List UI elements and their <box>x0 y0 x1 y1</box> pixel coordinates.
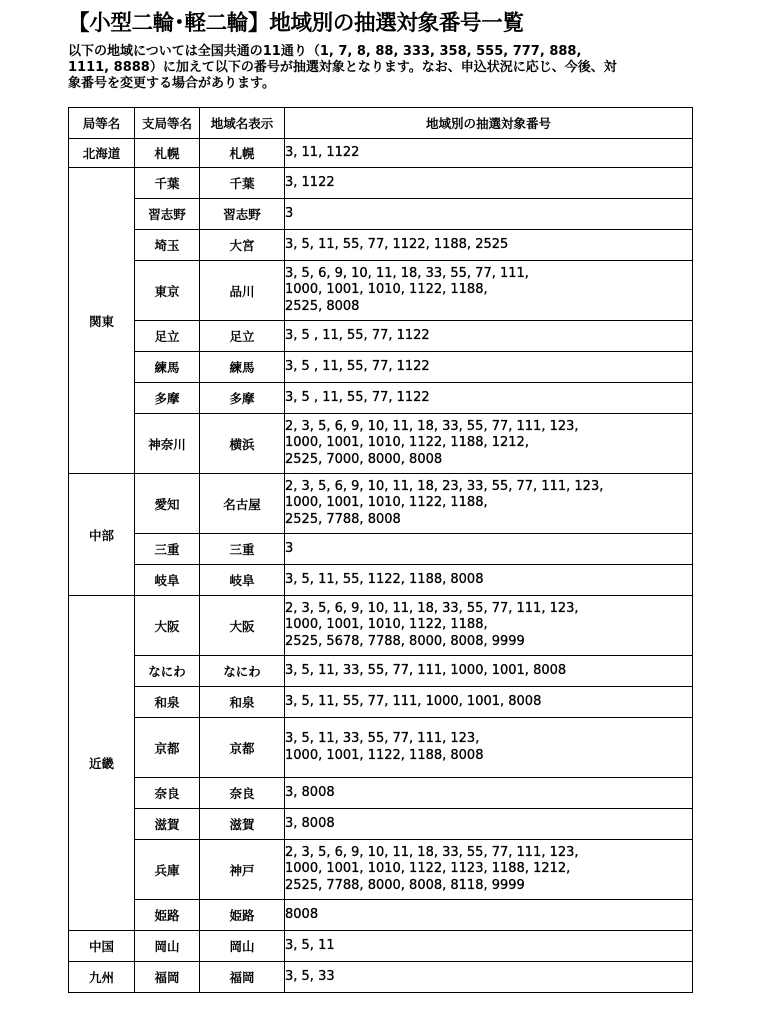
branch-cell: 京都 <box>135 718 200 778</box>
numbers-cell <box>285 383 693 414</box>
lottery-number-table <box>68 107 693 993</box>
numbers-line: 1000, 1001, 1122, 1188, 8008 <box>285 747 484 763</box>
numbers-line: 2525, 7788, 8000, 8008, 8118, 9999 <box>285 877 525 893</box>
header-bureau: 局等名 <box>69 108 135 139</box>
table-row <box>69 809 693 840</box>
branch-cell: 愛知 <box>135 474 200 534</box>
bureau-cell: 中部 <box>69 474 135 596</box>
numbers-line: 3, 5, 33 <box>285 968 335 984</box>
table-row <box>69 931 693 962</box>
numbers-line: 3, 11, 1122 <box>285 144 360 160</box>
numbers-line: 3, 5, 11, 55, 77, 1122, 1188, 2525 <box>285 236 509 252</box>
table-row <box>69 778 693 809</box>
branch-cell: 札幌 <box>135 139 200 168</box>
branch-cell: なにわ <box>135 656 200 687</box>
table-row <box>69 261 693 321</box>
numbers-line: 1000, 1001, 1010, 1122, 1188, <box>285 617 488 633</box>
region-cell: 名古屋 <box>200 474 285 534</box>
bureau-cell: 九州 <box>69 962 135 993</box>
bureau-cell: 中国 <box>69 931 135 962</box>
region-cell: 大宮 <box>200 230 285 261</box>
numbers-cell <box>285 596 693 656</box>
table-header-row <box>69 108 693 139</box>
region-cell: 福岡 <box>200 962 285 993</box>
numbers-cell <box>285 230 693 261</box>
numbers-line: 2525, 8008 <box>285 298 360 314</box>
numbers-cell <box>285 534 693 565</box>
table-row <box>69 840 693 900</box>
table-row <box>69 687 693 718</box>
numbers-cell <box>285 900 693 931</box>
region-cell: 横浜 <box>200 414 285 474</box>
page-title: 【小型二輪･軽二輪】地域別の抽選対象番号一覧 <box>68 11 524 36</box>
branch-cell: 岡山 <box>135 931 200 962</box>
numbers-cell <box>285 656 693 687</box>
branch-cell: 習志野 <box>135 199 200 230</box>
branch-cell: 東京 <box>135 261 200 321</box>
table-body <box>69 139 693 993</box>
numbers-line: 3 <box>285 540 294 556</box>
branch-cell: 練馬 <box>135 352 200 383</box>
region-cell: 京都 <box>200 718 285 778</box>
table-row <box>69 565 693 596</box>
table-row <box>69 962 693 993</box>
region-cell: 千葉 <box>200 168 285 199</box>
numbers-line: 2525, 7788, 8008 <box>285 511 401 527</box>
region-cell: 三重 <box>200 534 285 565</box>
branch-cell: 多摩 <box>135 383 200 414</box>
numbers-cell <box>285 139 693 168</box>
branch-cell: 三重 <box>135 534 200 565</box>
numbers-line: 2, 3, 5, 6, 9, 10, 11, 18, 33, 55, 77, 111, 123, <box>285 844 579 860</box>
table-row <box>69 596 693 656</box>
numbers-line: 3, 5, 11, 55, 1122, 1188, 8008 <box>285 571 484 587</box>
branch-cell: 岐阜 <box>135 565 200 596</box>
numbers-cell <box>285 840 693 900</box>
branch-cell: 姫路 <box>135 900 200 931</box>
branch-cell: 神奈川 <box>135 414 200 474</box>
table-row <box>69 199 693 230</box>
numbers-cell <box>285 474 693 534</box>
region-cell: 神戸 <box>200 840 285 900</box>
table-row <box>69 900 693 931</box>
numbers-cell <box>285 778 693 809</box>
region-cell: 和泉 <box>200 687 285 718</box>
numbers-cell <box>285 565 693 596</box>
region-cell: 札幌 <box>200 139 285 168</box>
branch-cell: 埼玉 <box>135 230 200 261</box>
region-cell: 岡山 <box>200 931 285 962</box>
table-row <box>69 414 693 474</box>
numbers-cell <box>285 321 693 352</box>
numbers-line: 2, 3, 5, 6, 9, 10, 11, 18, 33, 55, 77, 111, 123, <box>285 418 579 434</box>
header-region: 地域名表示 <box>200 108 285 139</box>
table-row <box>69 383 693 414</box>
numbers-line: 8008 <box>285 906 319 922</box>
region-cell: 品川 <box>200 261 285 321</box>
numbers-line: 2, 3, 5, 6, 9, 10, 11, 18, 33, 55, 77, 111, 123, <box>285 600 579 616</box>
numbers-cell <box>285 414 693 474</box>
branch-cell: 滋賀 <box>135 809 200 840</box>
region-cell: 足立 <box>200 321 285 352</box>
table-row <box>69 718 693 778</box>
region-cell: 奈良 <box>200 778 285 809</box>
region-cell: なにわ <box>200 656 285 687</box>
numbers-cell <box>285 168 693 199</box>
numbers-line: 1000, 1001, 1010, 1122, 1188, <box>285 282 488 298</box>
branch-cell: 福岡 <box>135 962 200 993</box>
numbers-cell <box>285 199 693 230</box>
numbers-line: 3, 5, 11, 33, 55, 77, 111, 1000, 1001, 8008 <box>285 662 567 678</box>
region-cell: 姫路 <box>200 900 285 931</box>
intro-line: 以下の地域については全国共通の11通り（1, 7, 8, 88, 333, 358, 555, 777, 888, <box>68 44 582 59</box>
numbers-line: 2525, 7000, 8000, 8008 <box>285 451 443 467</box>
numbers-line: 1000, 1001, 1010, 1122, 1188, 1212, <box>285 435 529 451</box>
region-cell: 滋賀 <box>200 809 285 840</box>
numbers-cell <box>285 962 693 993</box>
numbers-line: 3, 5, 6, 9, 10, 11, 18, 33, 55, 77, 111, <box>285 265 529 281</box>
header-numbers: 地域別の抽選対象番号 <box>285 108 693 139</box>
table-row <box>69 534 693 565</box>
table-row <box>69 230 693 261</box>
numbers-line: 3, 5 , 11, 55, 77, 1122 <box>285 389 430 405</box>
table-row <box>69 321 693 352</box>
branch-cell: 足立 <box>135 321 200 352</box>
branch-cell: 和泉 <box>135 687 200 718</box>
table-row <box>69 474 693 534</box>
intro-line: 1111, 8888）に加えて以下の番号が抽選対象となります。なお、申込状況に応じ、今後、対 <box>68 60 617 75</box>
numbers-cell <box>285 809 693 840</box>
numbers-cell <box>285 718 693 778</box>
region-cell: 大阪 <box>200 596 285 656</box>
bureau-cell: 北海道 <box>69 139 135 168</box>
numbers-line: 3, 1122 <box>285 174 335 190</box>
numbers-line: 3, 5, 11, 55, 77, 111, 1000, 1001, 8008 <box>285 693 542 709</box>
numbers-line: 3, 5 , 11, 55, 77, 1122 <box>285 358 430 374</box>
header-branch: 支局等名 <box>135 108 200 139</box>
intro-line: 象番号を変更する場合があります。 <box>68 76 275 91</box>
numbers-line: 3, 8008 <box>285 815 335 831</box>
numbers-line: 3 <box>285 205 294 221</box>
numbers-line: 3, 5, 11, 33, 55, 77, 111, 123, <box>285 731 480 746</box>
region-cell: 練馬 <box>200 352 285 383</box>
region-cell: 習志野 <box>200 199 285 230</box>
numbers-line: 1000, 1001, 1010, 1122, 1123, 1188, 1212, <box>285 861 571 877</box>
intro-paragraph <box>68 44 708 92</box>
numbers-line: 1000, 1001, 1010, 1122, 1188, <box>285 495 488 511</box>
branch-cell: 大阪 <box>135 596 200 656</box>
numbers-line: 3, 5, 11 <box>285 937 335 953</box>
bureau-cell: 関東 <box>69 168 135 474</box>
table-row <box>69 139 693 168</box>
table-row <box>69 656 693 687</box>
numbers-cell <box>285 687 693 718</box>
bureau-cell: 近畿 <box>69 596 135 931</box>
numbers-cell <box>285 931 693 962</box>
table-row <box>69 352 693 383</box>
numbers-line: 2525, 5678, 7788, 8000, 8008, 9999 <box>285 633 525 649</box>
numbers-line: 3, 8008 <box>285 784 335 800</box>
region-cell: 岐阜 <box>200 565 285 596</box>
region-cell: 多摩 <box>200 383 285 414</box>
numbers-line: 3, 5 , 11, 55, 77, 1122 <box>285 327 430 343</box>
numbers-cell <box>285 261 693 321</box>
branch-cell: 奈良 <box>135 778 200 809</box>
numbers-line: 2, 3, 5, 6, 9, 10, 11, 18, 23, 33, 55, 77, 111, 123, <box>285 478 604 494</box>
table-row <box>69 168 693 199</box>
branch-cell: 兵庫 <box>135 840 200 900</box>
numbers-cell <box>285 352 693 383</box>
branch-cell: 千葉 <box>135 168 200 199</box>
